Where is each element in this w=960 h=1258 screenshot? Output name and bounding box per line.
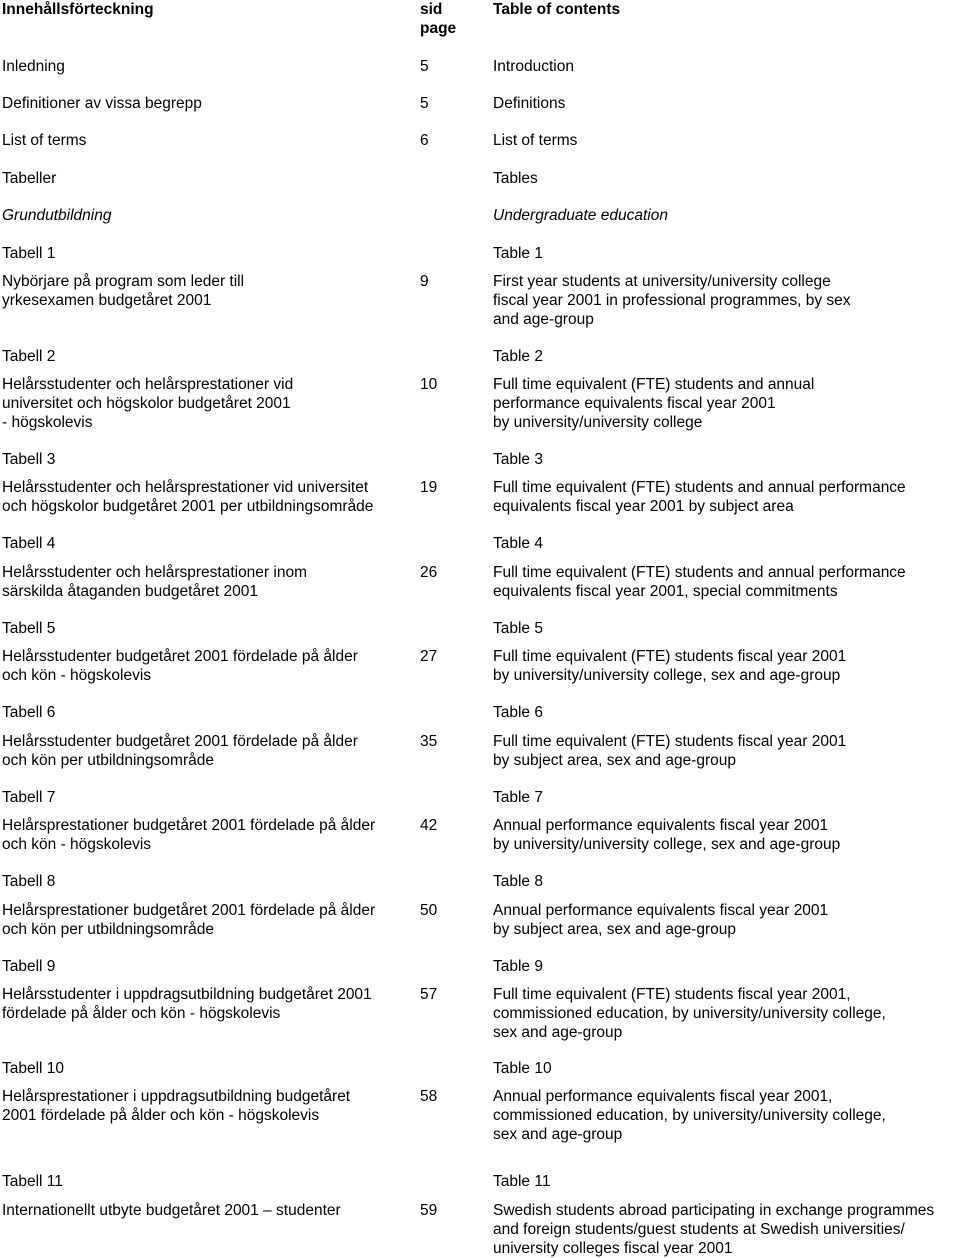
table-title-sv-line: Helårsstudenter budgetåret 2001 fördelade på ålder bbox=[2, 648, 358, 665]
table-title-sv bbox=[2, 901, 412, 939]
table-page-number: 57 bbox=[420, 986, 438, 1003]
table-label-en: Table 2 bbox=[493, 348, 543, 365]
table-title-en-line: by university/university college, sex and age-group bbox=[493, 836, 841, 853]
toc-entry-en: Definitions bbox=[493, 95, 566, 112]
table-label-en: Table 6 bbox=[493, 704, 543, 721]
table-title-en bbox=[493, 272, 960, 329]
table-title-en bbox=[493, 375, 960, 432]
table-title-en-line: Annual performance equivalents fiscal year 2001 bbox=[493, 902, 829, 919]
table-title-en-line: and age-group bbox=[493, 311, 594, 328]
table-title-sv-line: 2001 fördelade på ålder och kön - högskolevis bbox=[2, 1107, 320, 1124]
table-title-en-line: performance equivalents fiscal year 2001 bbox=[493, 395, 776, 412]
table-title-sv bbox=[2, 272, 412, 310]
toc-entry-page: 5 bbox=[420, 58, 429, 75]
table-title-sv-line: universitet och högskolor budgetåret 2001 bbox=[2, 395, 291, 412]
table-title-en bbox=[493, 478, 960, 516]
table-title-sv bbox=[2, 563, 412, 601]
toc-entry-en: List of terms bbox=[493, 132, 578, 149]
table-page-number: 27 bbox=[420, 648, 438, 665]
section-heading-en: Undergraduate education bbox=[493, 207, 668, 224]
table-label-en: Table 3 bbox=[493, 451, 543, 468]
toc-entry-page: 6 bbox=[420, 132, 429, 149]
table-title-sv-line: Helårsstudenter i uppdragsutbildning budgetåret 2001 bbox=[2, 986, 372, 1003]
table-title-en-line: Full time equivalent (FTE) students fiscal year 2001 bbox=[493, 733, 847, 750]
toc-entry-sv: Definitioner av vissa begrepp bbox=[2, 95, 202, 112]
table-title-en-line: Full time equivalent (FTE) students and annual bbox=[493, 376, 815, 393]
table-title-sv-line: Nybörjare på program som leder till bbox=[2, 273, 245, 290]
table-label-en: Table 9 bbox=[493, 958, 543, 975]
table-title-en-line: fiscal year 2001 in professional programmes, by sex bbox=[493, 292, 851, 309]
table-title-en bbox=[493, 1087, 960, 1144]
table-title-sv-line: och kön - högskolevis bbox=[2, 836, 152, 853]
table-title-en-line: commissioned education, by university/university college, bbox=[493, 1005, 886, 1022]
table-title-sv-line: och kön per utbildningsområde bbox=[2, 921, 214, 938]
table-page-number: 19 bbox=[420, 479, 438, 496]
table-title-en-line: Annual performance equivalents fiscal year 2001 bbox=[493, 817, 829, 834]
table-title-en-line: Annual performance equivalents fiscal year 2001, bbox=[493, 1088, 833, 1105]
page-column-header bbox=[420, 0, 480, 38]
table-title-en-line: equivalents fiscal year 2001, special commitments bbox=[493, 583, 838, 600]
table-page-number: 35 bbox=[420, 733, 438, 750]
table-label-en: Table 11 bbox=[493, 1173, 551, 1190]
table-label-sv: Tabell 11 bbox=[2, 1173, 63, 1190]
table-title-en-line: Full time equivalent (FTE) students fiscal year 2001, bbox=[493, 986, 851, 1003]
section-heading-sv: Grundutbildning bbox=[2, 207, 112, 224]
table-title-en-line: by subject area, sex and age-group bbox=[493, 752, 736, 769]
table-title-sv-line: Helårsstudenter budgetåret 2001 fördelade på ålder bbox=[2, 733, 358, 750]
page-label-sv: sid bbox=[420, 1, 443, 18]
table-title-sv bbox=[2, 985, 412, 1023]
table-title-sv bbox=[2, 478, 412, 516]
table-title-sv-line: och kön per utbildningsområde bbox=[2, 752, 214, 769]
toc-entry-en: Tables bbox=[493, 170, 538, 187]
table-title-en bbox=[493, 732, 960, 770]
table-page-number: 58 bbox=[420, 1088, 438, 1105]
table-title-en bbox=[493, 1201, 960, 1258]
table-label-sv: Tabell 3 bbox=[2, 451, 56, 468]
table-label-sv: Tabell 2 bbox=[2, 348, 56, 365]
toc-title-swedish: Innehållsförteckning bbox=[2, 1, 154, 18]
page-label-en: page bbox=[420, 20, 457, 37]
table-title-sv-line: särskilda åtaganden budgetåret 2001 bbox=[2, 583, 258, 600]
table-title-sv-line: Helårsprestationer budgetåret 2001 fördelade på ålder bbox=[2, 902, 376, 919]
table-page-number: 59 bbox=[420, 1202, 438, 1219]
table-title-en-line: Full time equivalent (FTE) students fiscal year 2001 bbox=[493, 648, 847, 665]
table-label-sv: Tabell 1 bbox=[2, 245, 56, 262]
table-title-sv bbox=[2, 647, 412, 685]
table-title-en-line: First year students at university/university college bbox=[493, 273, 831, 290]
toc-entry-sv: Inledning bbox=[2, 58, 65, 75]
table-title-sv bbox=[2, 816, 412, 854]
table-label-sv: Tabell 9 bbox=[2, 958, 56, 975]
table-title-sv-line: Helårsprestationer budgetåret 2001 fördelade på ålder bbox=[2, 817, 376, 834]
table-title-en-line: Full time equivalent (FTE) students and annual performance bbox=[493, 479, 906, 496]
table-label-en: Table 4 bbox=[493, 535, 543, 552]
toc-title-english: Table of contents bbox=[493, 1, 621, 18]
table-title-sv-line: Helårsstudenter och helårsprestationer inom bbox=[2, 564, 307, 581]
table-title-en-line: sex and age-group bbox=[493, 1024, 623, 1041]
table-title-en-line: sex and age-group bbox=[493, 1126, 623, 1143]
table-title-en bbox=[493, 563, 960, 601]
table-title-en bbox=[493, 647, 960, 685]
table-title-en bbox=[493, 816, 960, 854]
table-title-sv-line: yrkesexamen budgetåret 2001 bbox=[2, 292, 212, 309]
toc-entry-sv: Tabeller bbox=[2, 170, 57, 187]
toc-entry-en: Introduction bbox=[493, 58, 574, 75]
table-label-en: Table 10 bbox=[493, 1060, 552, 1077]
table-title-sv bbox=[2, 1087, 412, 1125]
table-page-number: 10 bbox=[420, 376, 438, 393]
toc-entry-sv: List of terms bbox=[2, 132, 87, 149]
table-title-en-line: commissioned education, by university/university college, bbox=[493, 1107, 886, 1124]
toc-entry-page: 5 bbox=[420, 95, 429, 112]
table-title-sv-line: - högskolevis bbox=[2, 414, 93, 431]
table-label-en: Table 8 bbox=[493, 873, 543, 890]
table-page-number: 42 bbox=[420, 817, 438, 834]
table-title-sv-line: Helårsstudenter och helårsprestationer vid bbox=[2, 376, 294, 393]
table-title-sv-line: och kön - högskolevis bbox=[2, 667, 152, 684]
table-title-sv-line: och högskolor budgetåret 2001 per utbildningsområde bbox=[2, 498, 374, 515]
table-page-number: 26 bbox=[420, 564, 438, 581]
table-title-en-line: by subject area, sex and age-group bbox=[493, 921, 736, 938]
table-title-en-line: and foreign students/guest students at Swedish universities/ bbox=[493, 1221, 905, 1238]
table-title-en bbox=[493, 901, 960, 939]
table-page-number: 50 bbox=[420, 902, 438, 919]
table-title-sv-line: Helårsprestationer i uppdragsutbildning budgetåret bbox=[2, 1088, 351, 1105]
table-label-sv: Tabell 4 bbox=[2, 535, 56, 552]
table-title-en-line: by university/university college bbox=[493, 414, 703, 431]
table-title-en-line: Full time equivalent (FTE) students and annual performance bbox=[493, 564, 906, 581]
table-title-sv bbox=[2, 732, 412, 770]
table-title-sv-line: Internationellt utbyte budgetåret 2001 – studenter bbox=[2, 1202, 341, 1219]
table-title-en-line: university colleges fiscal year 2001 bbox=[493, 1240, 733, 1257]
table-label-en: Table 1 bbox=[493, 245, 543, 262]
table-label-sv: Tabell 8 bbox=[2, 873, 56, 890]
table-title-sv bbox=[2, 375, 412, 432]
table-page-number: 9 bbox=[420, 273, 429, 290]
table-label-en: Table 5 bbox=[493, 620, 543, 637]
table-label-en: Table 7 bbox=[493, 789, 543, 806]
table-title-sv-line: fördelade på ålder och kön - högskolevis bbox=[2, 1005, 281, 1022]
table-label-sv: Tabell 5 bbox=[2, 620, 56, 637]
table-title-sv-line: Helårsstudenter och helårsprestationer vid universitet bbox=[2, 479, 369, 496]
table-title-en bbox=[493, 985, 960, 1042]
table-title-en-line: by university/university college, sex and age-group bbox=[493, 667, 841, 684]
table-label-sv: Tabell 6 bbox=[2, 704, 56, 721]
table-label-sv: Tabell 7 bbox=[2, 789, 56, 806]
table-title-sv bbox=[2, 1201, 412, 1220]
table-title-en-line: equivalents fiscal year 2001 by subject area bbox=[493, 498, 794, 515]
table-label-sv: Tabell 10 bbox=[2, 1060, 65, 1077]
table-title-en-line: Swedish students abroad participating in exchange programmes bbox=[493, 1202, 935, 1219]
